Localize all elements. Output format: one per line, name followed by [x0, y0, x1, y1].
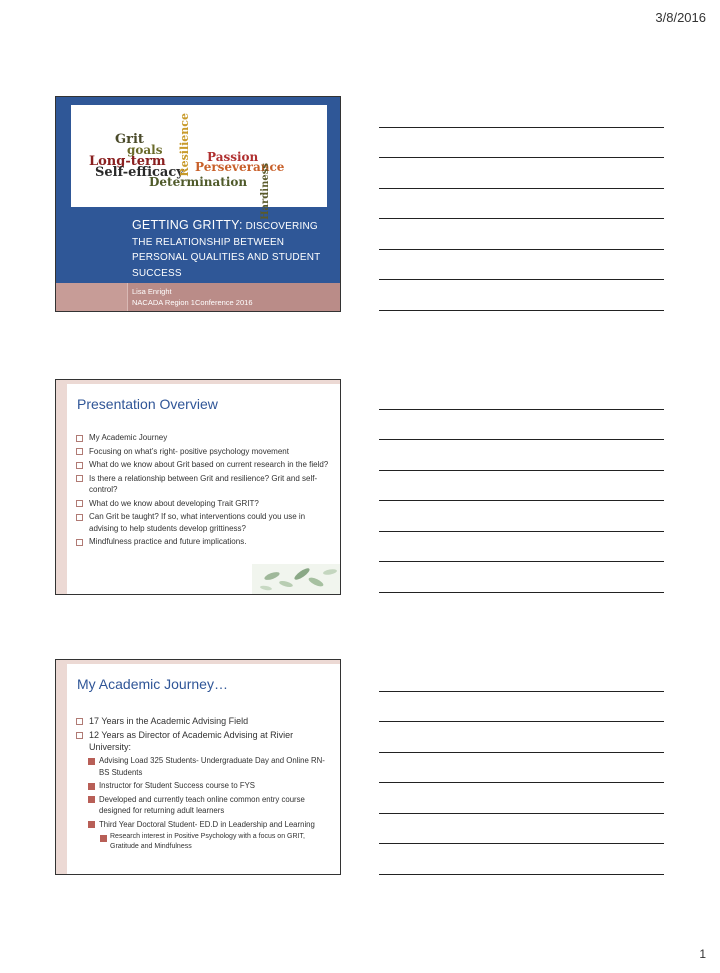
academic-journey-slide [55, 659, 341, 875]
word-hardiness: Hardiness [260, 163, 271, 220]
note-line [379, 249, 664, 250]
note-line [379, 188, 664, 189]
slide-heading: My Academic Journey… [77, 676, 228, 692]
slide-side-bar [56, 660, 67, 874]
title-line-1: DISCOVERING [242, 221, 318, 232]
note-line [379, 874, 664, 875]
list-item: 17 Years in the Academic Advising Field [76, 715, 332, 727]
note-line [379, 561, 664, 562]
leaf-decoration-icon [252, 564, 340, 594]
note-line [379, 500, 664, 501]
word-goals: goals [127, 143, 163, 157]
sub-list-item: Advising Load 325 Students- Undergraduate Day and Online RN-BS Students [88, 755, 332, 778]
note-line [379, 127, 664, 128]
list-item: What do we know about Grit based on current research in the field? [76, 459, 332, 471]
note-line [379, 310, 664, 311]
note-line [379, 592, 664, 593]
word-grit: Grit [115, 132, 144, 147]
list-item: What do we know about developing Trait GRIT? [76, 498, 332, 510]
author-name: Lisa Enright [132, 287, 172, 296]
sub-sub-list-item: Research interest in Positive Psychology with a focus on GRIT, Gratitude and Mindfulness [100, 832, 332, 852]
word-long-term: Long-term [89, 154, 166, 169]
title-line-2: THE RELATIONSHIP BETWEEN [132, 236, 285, 248]
bullet-list [76, 715, 332, 854]
note-line [379, 843, 664, 844]
title-line-3: PERSONAL QUALITIES AND STUDENT [132, 252, 321, 263]
note-line [379, 813, 664, 814]
note-line [379, 279, 664, 280]
slide-heading: Presentation Overview [77, 396, 218, 412]
title-slide [55, 96, 341, 312]
page-date: 3/8/2016 [655, 10, 706, 25]
sub-list-item: Instructor for Student Success course to FYS [88, 780, 332, 792]
slide-top-bar [67, 380, 340, 384]
word-resilience: Resilience [178, 113, 191, 177]
overview-slide [55, 379, 341, 595]
footer-text [132, 286, 253, 308]
word-self-efficacy: Self-efficacy [95, 165, 184, 180]
slide-side-bar [56, 380, 67, 594]
list-item: Is there a relationship between Grit and resilience? Grit and self-control? [76, 473, 332, 496]
note-line [379, 691, 664, 692]
list-item: 12 Years as Director of Academic Advising at Rivier University: [76, 729, 332, 753]
note-line [379, 470, 664, 471]
note-line [379, 409, 664, 410]
note-line [379, 721, 664, 722]
word-perseverance: Perseverance [195, 160, 285, 174]
note-line [379, 157, 664, 158]
page-number: 1 [699, 947, 706, 961]
bullet-list [76, 432, 332, 550]
list-item: Can Grit be taught? If so, what interventions could you use in advising to help students develop grittiness? [76, 511, 332, 534]
slide-top-bar [67, 660, 340, 664]
note-line [379, 531, 664, 532]
title-main: GETTING GRITTY: [132, 218, 243, 232]
footer-accent [56, 283, 128, 312]
sub-list-item: Developed and currently teach online common entry course designed for returning adult learners [88, 794, 332, 817]
list-item: Focusing on what’s right- positive psychology movement [76, 446, 332, 458]
note-line [379, 218, 664, 219]
word-passion: Passion [207, 150, 259, 164]
sub-list-item: Third Year Doctoral Student- ED.D in Leadership and Learning [88, 819, 332, 831]
note-line [379, 782, 664, 783]
note-line [379, 439, 664, 440]
slide-title [132, 218, 332, 281]
word-determination: Determination [149, 175, 248, 189]
list-item: Mindfulness practice and future implications. [76, 536, 332, 548]
note-line [379, 752, 664, 753]
title-line-4: SUCCESS [132, 267, 182, 279]
slide-footer-bar [56, 283, 340, 312]
conference-name: NACADA Region 1Conference 2016 [132, 298, 253, 307]
list-item: My Academic Journey [76, 432, 332, 444]
word-cloud-image [71, 105, 327, 220]
